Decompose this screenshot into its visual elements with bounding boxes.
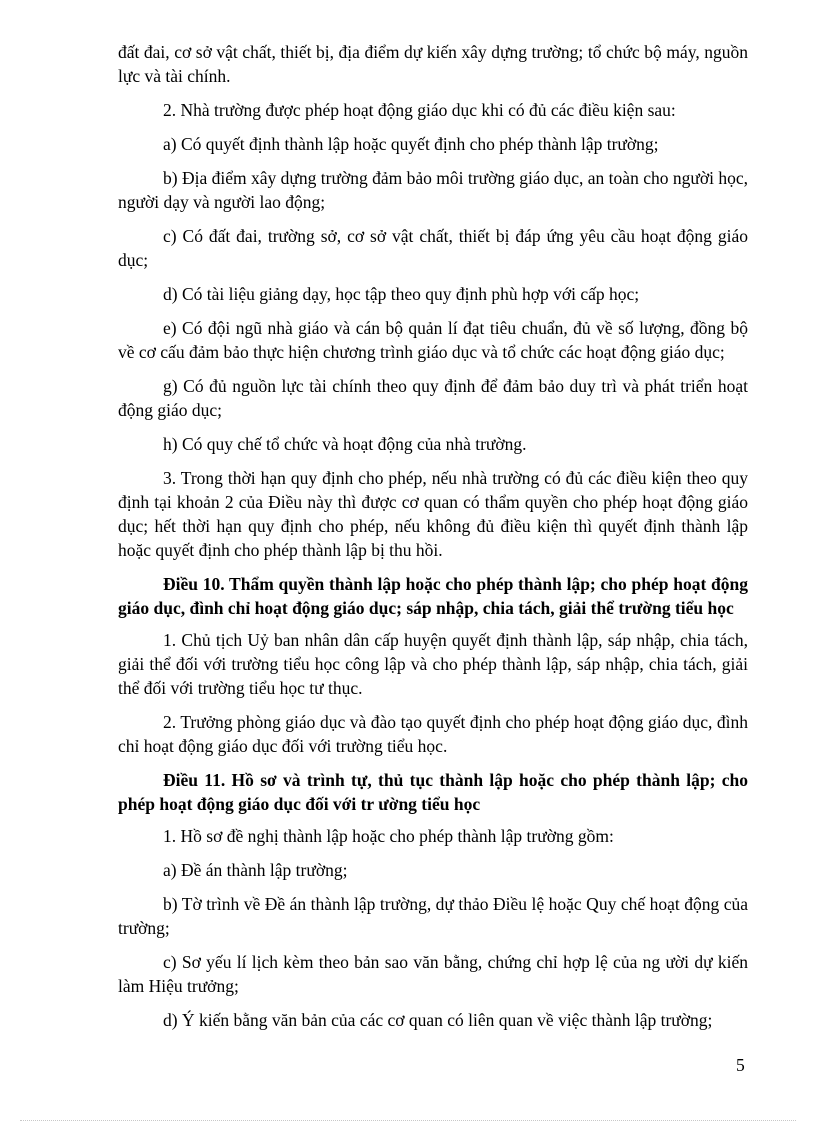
paragraph-continuation: đất đai, cơ sở vật chất, thiết bị, địa điểm dự kiến xây dựng trường; tổ chức bộ máy, nguồn lực và tài chính. [118, 42, 748, 86]
article-10-heading: Điều 10. Thẩm quyền thành lập hoặc cho phép thành lập; cho phép hoạt động giáo dục, đình chỉ hoạt động giáo dục; sáp nhập, chia tách, giải thể trường tiểu học [118, 574, 748, 618]
paragraph-clause-2: 2. Nhà trường được phép hoạt động giáo dục khi có đủ các điều kiện sau: [163, 100, 676, 120]
page-number: 5 [736, 1055, 745, 1075]
paragraph-item-g: g) Có đủ nguồn lực tài chính theo quy định để đảm bảo duy trì và phát triển hoạt động giáo dục; [118, 376, 748, 420]
article-10-clause-1: 1. Chủ tịch Uỷ ban nhân dân cấp huyện quyết định thành lập, sáp nhập, chia tách, giải thể đối với trường tiểu học công lập và cho phép thành lập, sáp nhập, chia tách, giải thể đối với trường tiểu học tư thục. [118, 630, 748, 698]
article-11-heading: Điều 11. Hồ sơ và trình tự, thủ tục thành lập hoặc cho phép thành lập; cho phép hoạt động giáo dục đối với tr ường tiểu học [118, 770, 748, 814]
paragraph-item-c: c) Có đất đai, trường sở, cơ sở vật chất, thiết bị đáp ứng yêu cầu hoạt động giáo dục; [118, 226, 748, 270]
paragraph-clause-3: 3. Trong thời hạn quy định cho phép, nếu nhà trường có đủ các điều kiện theo quy định tại khoản 2 của Điều này thì được cơ quan có thẩm quyền cho phép hoạt động giáo dục; hết thời hạn quy định cho phép, nếu không đủ điều kiện thì quyết định thành lập hoặc quyết định cho phép thành lập bị thu hồi. [118, 468, 748, 560]
article-10-clause-2: 2. Trưởng phòng giáo dục và đào tạo quyết định cho phép hoạt động giáo dục, đình chỉ hoạt động giáo dục đối với trường tiểu học. [118, 712, 748, 756]
paragraph-item-d: d) Có tài liệu giảng dạy, học tập theo quy định phù hợp với cấp học; [163, 284, 640, 304]
paragraph-item-a: a) Có quyết định thành lập hoặc quyết định cho phép thành lập trường; [163, 134, 659, 154]
paragraph-item-e: e) Có đội ngũ nhà giáo và cán bộ quản lí đạt tiêu chuẩn, đủ về số lượng, đồng bộ về cơ cấu đảm bảo thực hiện chương trình giáo dục và tổ chức các hoạt động giáo dục; [118, 318, 748, 362]
article-11-clause-1: 1. Hồ sơ đề nghị thành lập hoặc cho phép thành lập trường gồm: [163, 826, 614, 846]
document-body [118, 40, 748, 1042]
paragraph-item-b: b) Địa điểm xây dựng trường đảm bảo môi trường giáo dục, an toàn cho người học, người dạy và người lao động; [118, 168, 748, 212]
page-bottom-divider [20, 1120, 796, 1121]
article-11-item-c: c) Sơ yếu lí lịch kèm theo bản sao văn bằng, chứng chỉ hợp lệ của ng ười dự kiến làm Hiệu trưởng; [118, 952, 748, 996]
article-11-item-d: d) Ý kiến bằng văn bản của các cơ quan có liên quan về việc thành lập trường; [163, 1010, 713, 1030]
article-11-item-a: a) Đề án thành lập trường; [163, 860, 348, 880]
paragraph-item-h: h) Có quy chế tổ chức và hoạt động của nhà trường. [163, 434, 527, 454]
article-11-item-b: b) Tờ trình về Đề án thành lập trường, dự thảo Điều lệ hoặc Quy chế hoạt động của trường; [118, 894, 748, 938]
